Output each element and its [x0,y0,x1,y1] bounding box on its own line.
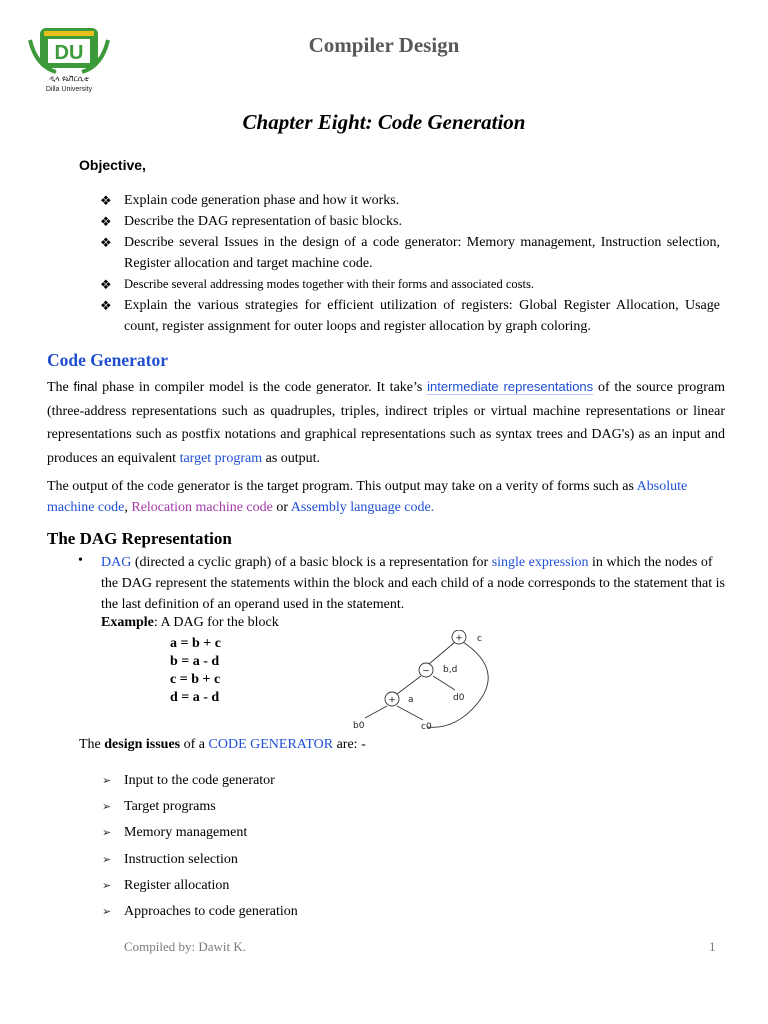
equation: d = a - d [170,690,220,705]
single-expression-link[interactable]: single expression [491,555,589,570]
design-issue-item: ➢ Instruction selection [102,851,238,867]
design-issue-item: ➢ Memory management [102,825,248,841]
dag-definition: DAG (directed a cyclic graph) of a basic block is a representation for single expression in which the nodes of the DAG represent the statements within the block and each child of a node corresponds to the statement that is the last definition of an operand used in the statement. [101,555,725,612]
design-issues-intro: The design issues of a CODE GENERATOR are: - [79,737,366,752]
example-line: Example: A DAG for the block [101,615,279,630]
dag-term-link[interactable]: DAG [101,555,132,570]
dag-label-c: c [477,634,482,644]
page-number: 1 [709,939,716,954]
dag-diagram [345,630,505,732]
design-issue-item: ➢ Target programs [102,799,216,815]
diamond-bullet-icon: ❖ [100,235,112,250]
target-program-link[interactable]: target program [179,450,263,466]
arrow-bullet-icon: ➢ [102,801,112,814]
objective-item: ❖ Describe the DAG representation of basic blocks. [100,211,720,232]
equation: c = b + c [170,672,221,687]
output-forms-paragraph: The output of the code generator is the target program. This output may take on a verity of forms such as Absolute machine code, Relocation machine code or Assembly language code. [47,479,688,515]
diamond-bullet-icon: ❖ [100,193,112,208]
equation: a = b + c [170,636,221,651]
design-issues-list [102,773,298,930]
chapter-title: Chapter Eight: Code Generation [242,110,526,134]
objective-heading: Objective, [79,157,146,173]
diamond-bullet-icon: ❖ [100,298,112,313]
dag-label-bd: b,d [443,665,458,675]
dag-label-a: a [408,695,414,705]
objective-list [100,190,720,337]
dag-bullet: • [78,553,83,568]
design-issue-item: ➢ Approaches to code generation [102,903,298,919]
objective-item: ❖ Describe several Issues in the design of a code generator: Memory management, Instruction selection, Register allocation and target machine code. [100,232,720,274]
equation: b = a - d [170,654,220,669]
dag-leaf-d0: d0 [453,693,465,703]
diamond-bullet-icon: ❖ [100,277,112,292]
dag-node-plus-top: + [455,633,463,644]
header-title: Compiler Design [308,33,460,57]
design-issue-item: ➢ Input to the code generator [102,773,275,788]
svg-text:DU: DU [54,42,84,64]
dag-leaf-c0: c0 [421,722,432,732]
dag-node-plus-left: + [388,695,396,706]
design-issue-item: ➢ Register allocation [102,877,230,893]
dag-heading: The DAG Representation [47,529,232,548]
arrow-bullet-icon: ➢ [102,905,112,918]
code-generator-link[interactable]: CODE GENERATOR [208,737,334,752]
objective-item: ❖ Explain the various strategies for efficient utilization of registers: Global Register Allocation, Usage count, register assignment for outer loops and register allocation by graph coloring. [100,295,720,337]
intermediate-representations-link[interactable]: intermediate representations [427,379,594,394]
relocation-machine-code-link[interactable]: Relocation machine code [131,500,273,515]
svg-text:ዲላ ዩኒቨርሲቲ: ዲላ ዩኒቨርሲቲ [49,74,89,83]
arrow-bullet-icon: ➢ [102,827,112,840]
svg-text:Dilla University: Dilla University [45,86,93,93]
diamond-bullet-icon: ❖ [100,214,112,229]
code-generator-heading: Code Generator [47,350,169,370]
assembly-language-code-link[interactable]: Assembly language code. [290,500,435,515]
dag-leaf-b0: b0 [353,721,365,731]
dag-node-minus: − [422,666,430,677]
code-generator-paragraph: The final phase in compiler model is the code generator. It take’s intermediate representations of the source program (three-address representations such as quadruples, triples, indirect triples or virtual machine representations or linear representations such as postfix notations and graphical representations such as syntax trees and DAG's) as an input and produces an equivalent target program as output. [47,379,726,466]
objective-item: ❖ Describe several addressing modes together with their forms and associated costs. [100,274,720,295]
absolute-machine-code-link[interactable]: Absolute machine code [47,479,688,515]
footer-author: Compiled by: Dawit K. [124,939,247,954]
arrow-bullet-icon: ➢ [102,853,112,866]
objective-item: ❖ Explain code generation phase and how it works. [100,190,720,211]
arrow-bullet-icon: ➢ [102,879,112,892]
arrow-bullet-icon: ➢ [102,775,112,787]
